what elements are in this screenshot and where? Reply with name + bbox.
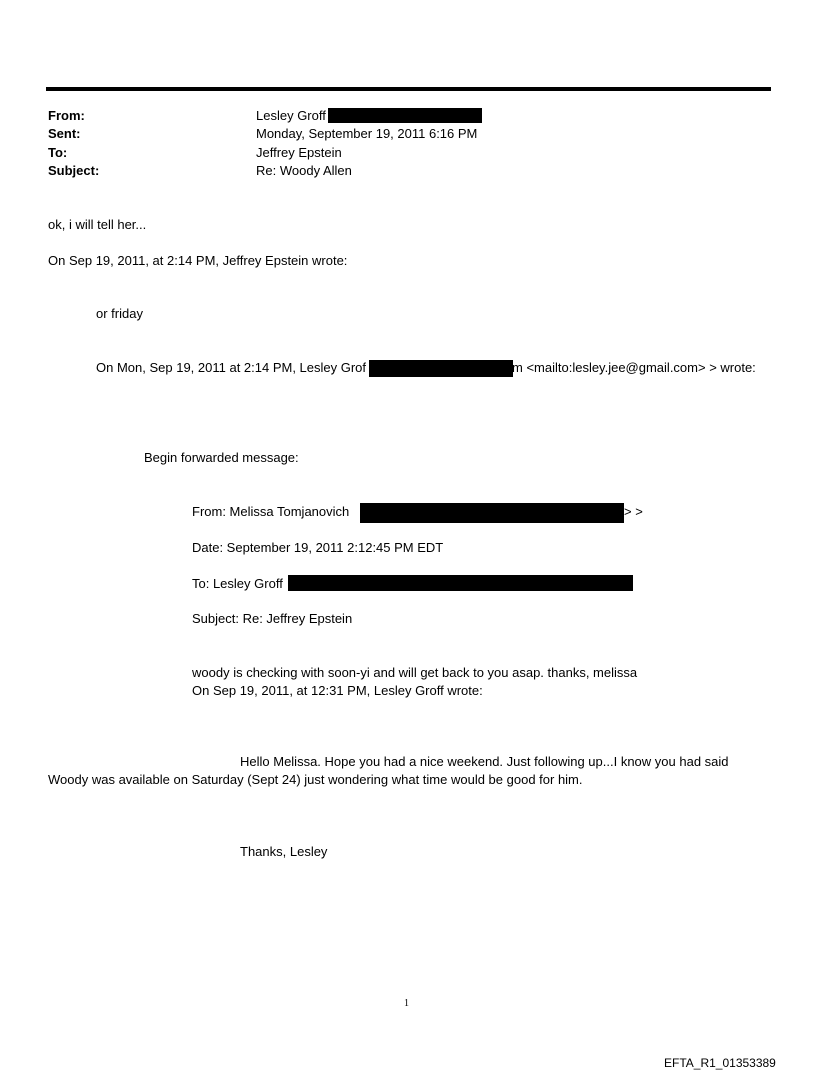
forwarded-label: Begin forwarded message: [144, 450, 299, 465]
header-rule [46, 87, 771, 91]
quote1-intro: On Sep 19, 2011, at 2:14 PM, Jeffrey Epstein wrote: [48, 253, 348, 268]
inner-line1: Hello Melissa. Hope you had a nice weekend. Just following up...I know you had said [240, 754, 729, 769]
quote2-intro-end: m <mailto:lesley.jee@gmail.com> > wrote: [512, 360, 756, 375]
fwd-to: To: Lesley Groff [192, 576, 283, 591]
redaction-box [369, 360, 513, 377]
reply-text: ok, i will tell her... [48, 217, 147, 232]
to-label: To: [48, 145, 68, 160]
quote1-text: or friday [96, 306, 143, 321]
to-value: Jeffrey Epstein [256, 145, 342, 160]
redaction-box [288, 575, 633, 591]
inner-signoff: Thanks, Lesley [240, 844, 328, 859]
fwd-body-line2: On Sep 19, 2011, at 12:31 PM, Lesley Groff wrote: [192, 683, 483, 698]
from-value: Lesley Groff [256, 108, 326, 123]
fwd-from: From: Melissa Tomjanovich [192, 504, 350, 519]
fwd-date: Date: September 19, 2011 2:12:45 PM EDT [192, 540, 444, 555]
subject-value: Re: Woody Allen [256, 163, 352, 178]
redaction-box [360, 503, 624, 523]
fwd-subject: Subject: Re: Jeffrey Epstein [192, 611, 353, 626]
fwd-body-line1: woody is checking with soon-yi and will get back to you asap. thanks, melissa [192, 665, 638, 680]
sent-label: Sent: [48, 126, 81, 141]
sent-value: Monday, September 19, 2011 6:16 PM [256, 126, 478, 141]
redaction-box [328, 108, 482, 123]
from-label: From: [48, 108, 85, 123]
fwd-from-tail: > > [624, 504, 643, 519]
quote2-intro-start: On Mon, Sep 19, 2011 at 2:14 PM, Lesley Grof [96, 360, 367, 375]
inner-line2: Woody was available on Saturday (Sept 24) just wondering what time would be good for him. [48, 772, 583, 787]
bates-number: EFTA_R1_01353389 [664, 1056, 776, 1070]
page-number: 1 [404, 998, 409, 1009]
subject-label: Subject: [48, 163, 100, 178]
